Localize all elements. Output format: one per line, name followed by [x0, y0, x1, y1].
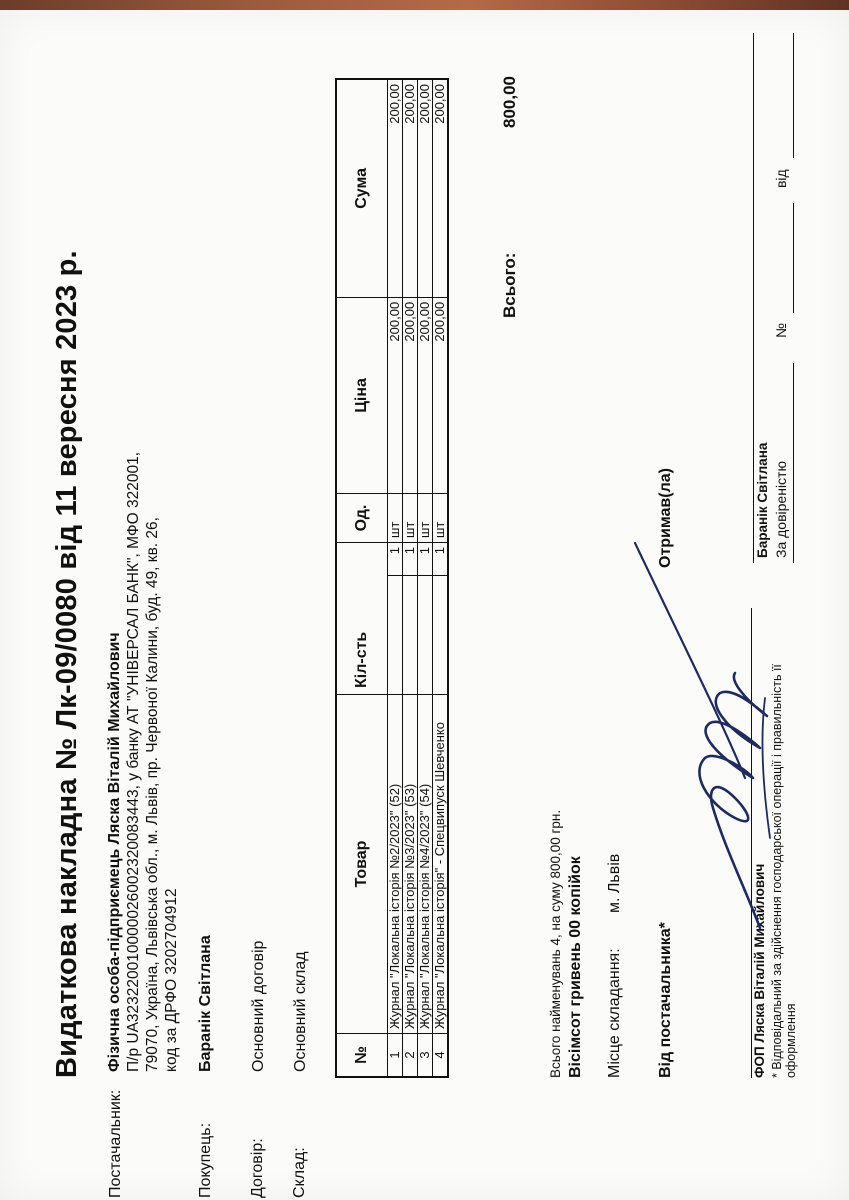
table-header-row — [336, 79, 388, 1077]
header-num: № — [336, 1034, 388, 1078]
row-unit: шт — [403, 494, 418, 543]
totals-label: Всього: — [500, 252, 519, 318]
totals-value: 800,00 — [500, 76, 519, 128]
row-sum: 200,00 — [433, 79, 449, 297]
row-unit: шт — [433, 494, 449, 543]
received-label: Отримав(ла) — [657, 468, 674, 568]
row-spacer — [418, 576, 433, 695]
items-table — [335, 78, 449, 1078]
header-item: Товар — [336, 695, 388, 1034]
header-qty: Кіл-сть — [336, 543, 388, 695]
table-row — [403, 79, 418, 1077]
trust-date-line — [793, 33, 794, 158]
place-label: Місце складання: — [606, 948, 623, 1078]
supplier-block — [105, 452, 181, 1072]
row-item: Журнал "Локальна історія №2/2023" (52) — [388, 695, 403, 1034]
invoice-paper — [0, 10, 849, 1200]
row-unit: шт — [388, 494, 403, 543]
header-sum: Сума — [336, 79, 388, 297]
row-sum: 200,00 — [418, 79, 433, 297]
totals-summary: Всього найменувань 4, на суму 800,00 грн. — [548, 809, 563, 1078]
row-price: 200,00 — [418, 297, 433, 493]
row-spacer — [388, 576, 403, 695]
supplier-name: Фізична особа-підприємець Ляска Віталій Михайлович — [106, 632, 123, 1072]
row-num: 3 — [418, 1034, 433, 1078]
row-sum: 200,00 — [403, 79, 418, 297]
trust-number-label: № — [773, 322, 789, 338]
supplier-code-line: код за ДРФО 3202704912 — [163, 888, 180, 1072]
row-unit: шт — [418, 494, 433, 543]
table-row — [433, 79, 449, 1077]
row-sum: 200,00 — [388, 79, 403, 297]
row-spacer — [433, 576, 449, 695]
row-item: Журнал "Локальна історія №3/2023" (53) — [403, 695, 418, 1034]
handwritten-signature — [595, 528, 825, 948]
header-unit: Од. — [336, 494, 388, 543]
warehouse-value: Основний склад — [292, 951, 309, 1072]
table-row — [388, 79, 403, 1077]
buyer-sign-line — [753, 33, 754, 563]
row-price: 200,00 — [433, 297, 449, 493]
header-price: Ціна — [336, 297, 388, 493]
trust-from-label: від — [773, 169, 789, 188]
trust-label: За довіреністю — [773, 461, 789, 558]
buyer-sign-name: Баранік Світлана — [755, 442, 770, 558]
row-spacer — [403, 576, 418, 695]
place-value: м. Львів — [606, 853, 623, 913]
contract-label: Договір: — [249, 1138, 266, 1198]
row-qty: 1 — [403, 543, 418, 576]
contract-value: Основний договір — [250, 940, 267, 1072]
supplier-bank-line: П/р UA323220010000026002320083443, у банку АТ "УНІВЕРСАЛ БАНК", МФО 322001, — [125, 451, 142, 1072]
from-supplier-label: Від постачальника* — [657, 922, 674, 1078]
row-num: 2 — [403, 1034, 418, 1078]
supplier-sign-name: ФОП Ляска Віталій Михайлович — [752, 863, 767, 1078]
row-num: 1 — [388, 1034, 403, 1078]
row-qty: 1 — [433, 543, 449, 576]
responsibility-note: * Відповідальний за здійснення господарської операції і правильність її оформлення — [770, 664, 798, 1078]
row-price: 200,00 — [388, 297, 403, 493]
row-qty: 1 — [388, 543, 403, 576]
row-qty: 1 — [418, 543, 433, 576]
buyer-value: Баранік Світлана — [197, 935, 214, 1072]
totals-in-words: Вісімсот гривень 00 копійок — [567, 856, 584, 1078]
supplier-label: Постачальник: — [107, 1089, 124, 1198]
row-price: 200,00 — [403, 297, 418, 493]
supplier-address-line: 79070, Україна, Львівська обл., м. Львів, пр. Червоної Калини, буд. 49, кв. 26, — [144, 517, 161, 1072]
row-item: Журнал "Локальна історія №4/2023" (54) — [418, 695, 433, 1034]
trust-no-line — [793, 203, 794, 313]
document-title: Видаткова накладна № Лк-09/0080 від 11 вересня 2023 р. — [51, 250, 83, 1078]
row-item: Журнал "Локальна історія" - Спецвипуск Шевченко — [433, 695, 449, 1034]
invoice-document — [15, 28, 835, 1198]
row-num: 4 — [433, 1034, 449, 1078]
warehouse-label: Склад: — [291, 1147, 308, 1198]
buyer-label: Покупець: — [197, 1122, 214, 1198]
table-row — [418, 79, 433, 1077]
